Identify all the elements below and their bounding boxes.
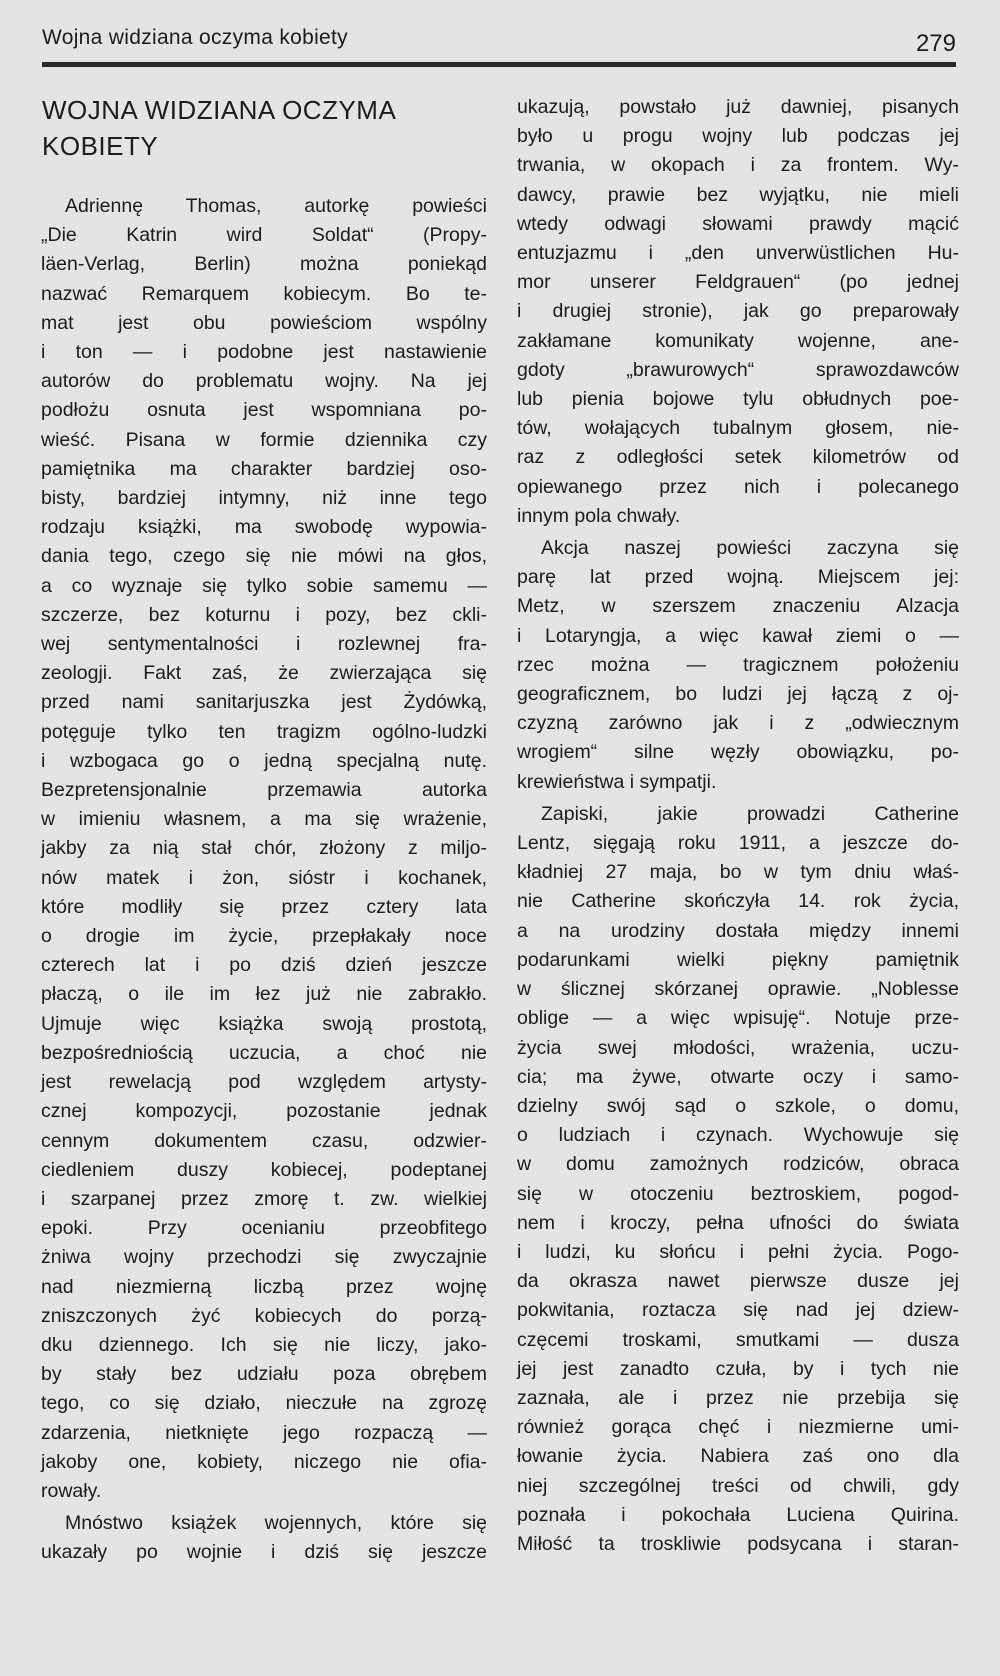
text-line: było u progu wojny lub podczas jej <box>517 125 959 148</box>
text-line: w domu zamożnych rodziców, obraca <box>517 1153 959 1176</box>
text-line: czterech lat i po dziś dzień jeszcze <box>41 954 487 977</box>
text-line: niej szczególnej treści od chwili, gdy <box>517 1474 959 1497</box>
paragraph <box>41 1509 487 1567</box>
text-line: dania tego, czego się nie mówi na głos, <box>41 545 487 568</box>
text-line: w imieniu własnem, a ma się wrażenie, <box>41 808 487 831</box>
text-line: entuzjazmu i „den unverwüstlichen Hu- <box>517 242 959 265</box>
text-line: cia; ma żywe, otwarte oczy i samo- <box>517 1065 959 1088</box>
running-title: Wojna widziana oczyma kobiety <box>42 26 348 49</box>
text-line: zniszczonych żyć kobiecych do porzą- <box>41 1304 487 1327</box>
text-line: wieść. Pisana w formie dziennika czy <box>41 428 487 451</box>
text-line: pokwitania, roztacza się nad jej dziew- <box>517 1299 959 1322</box>
text-line: mat jest obu powieściom wspólny <box>41 311 487 334</box>
text-line: dzielny swój sąd o szkole, o domu, <box>517 1094 959 1117</box>
text-line: rzec można — tragicznem położeniu <box>517 653 959 676</box>
text-line: również gorąca chęć i niezmierne umi- <box>517 1416 959 1439</box>
text-line: opiewanego przez nich i polecanego <box>517 475 959 498</box>
text-line: jest rewelacją pod względem artysty- <box>41 1071 487 1094</box>
right-column <box>517 93 959 1562</box>
header-rule <box>42 62 956 67</box>
text-line: zeologji. Fakt zaś, że zwierzająca się <box>41 662 487 685</box>
text-line: Zapiski, jakie prowadzi Catherine <box>541 802 959 825</box>
text-line: zakłamane komunikaty wojenne, ane- <box>517 329 959 352</box>
text-line: cennym dokumentem czasu, odzwier- <box>41 1129 487 1152</box>
text-line: kładniej 27 maja, bo w tym dniu właś- <box>517 861 959 884</box>
text-line: innym pola chwały. <box>517 504 681 527</box>
text-line: geograficznem, bo ludzi jej łączą z oj- <box>517 683 959 706</box>
text-line: gdoty „brawurowych“ sprawozdawców <box>517 358 959 381</box>
text-line: a na urodziny dostała między innemi <box>517 919 959 942</box>
text-line: wrogiem“ silne węzły obowiązku, po- <box>517 741 959 764</box>
text-line: o ludziach i czynach. Wychowuje się <box>517 1124 959 1147</box>
text-line: zdarzenia, nietknięte jego rozpaczą — <box>41 1421 487 1444</box>
paragraph <box>517 800 959 1559</box>
text-line: Adriennę Thomas, autorkę powieści <box>65 195 487 217</box>
text-line: Miłość ta troskliwie podsycana i staran- <box>517 1532 959 1555</box>
text-line: trwania, w okopach i za frontem. Wy- <box>517 154 959 177</box>
text-line: Lentz, sięgają roku 1911, a jeszcze do- <box>517 832 959 855</box>
text-line: które modliły się przez cztery lata <box>41 895 487 918</box>
text-line: parę lat przed wojną. Miejscem jej: <box>517 566 959 589</box>
text-line: „Die Katrin wird Soldat“ (Propy- <box>41 224 487 247</box>
text-line: i Lotaryngja, a więc kawał ziemi o — <box>517 624 959 647</box>
text-line: a co wyznaje się tylko sobie samemu — <box>41 574 487 597</box>
text-line: życia swej młodości, wrażenia, uczu- <box>517 1036 959 1059</box>
text-line: bisty, bardziej intymny, niż inne tego <box>41 487 487 510</box>
text-line: podłożu osnuta jest wspomniana po- <box>41 399 487 422</box>
text-line: przed nami sanitarjuszka jest Żydówką, <box>41 691 487 714</box>
text-line: jej jest zanadto czuła, by i tych nie <box>517 1357 959 1380</box>
text-line: i ton — i podobne jest nastawienie <box>41 341 487 364</box>
text-line: pamiętnika ma charakter bardziej oso- <box>41 457 487 480</box>
text-line: tego, co się działo, nieczułe na zgrozę <box>41 1392 487 1415</box>
text-line: rowały. <box>41 1479 102 1502</box>
text-line: Bezpretensjonalnie przemawia autorka <box>41 779 487 802</box>
text-line: w ślicznej skórzanej oprawie. „Noblesse <box>517 978 959 1001</box>
text-line: rodzaju książki, ma swobodę wypowia- <box>41 516 487 539</box>
text-line: Mnóstwo książek wojennych, które się <box>65 1512 487 1535</box>
paragraph <box>517 93 959 531</box>
text-line: da okrasza nawet pierwsze dusze jej <box>517 1270 959 1293</box>
text-line: się w otoczeniu beztroskiem, pogod- <box>517 1182 959 1205</box>
text-line: i ludzi, ku słońcu i pełni życia. Pogo- <box>517 1240 959 1263</box>
text-line: autorów do problematu wojny. Na jej <box>41 370 487 393</box>
text-line: Akcja naszej powieści zaczyna się <box>541 537 959 560</box>
text-line: mor unserer Feldgrauen“ (po jednej <box>517 271 959 294</box>
text-line: wtedy odwagi słowami prawdy mącić <box>517 212 959 235</box>
page-number: 279 <box>915 30 956 57</box>
paragraph <box>517 534 959 797</box>
text-line: nad niezmierną liczbą przez wojnę <box>41 1275 487 1298</box>
text-line: oblige — a więc wpisuję“. Notuje prze- <box>517 1007 959 1030</box>
text-line: płaczą, o ile im łez już nie zabrakło. <box>41 983 487 1006</box>
text-line: wej sentymentalności i rozlewnej fra- <box>41 633 487 656</box>
article-title <box>42 92 482 164</box>
text-line: Ujmuje więc książka swoją prostotą, <box>41 1012 487 1035</box>
text-line: i wzbogaca go o jedną specjalną nutę. <box>41 749 487 772</box>
article-title-line: WOJNA WIDZIANA OCZYMA <box>42 95 397 125</box>
text-line: nów matek i żon, sióstr i kochanek, <box>41 866 487 889</box>
text-line: Metz, w szerszem znaczeniu Alzacja <box>517 595 959 618</box>
text-line: raz z odległości setek kilometrów od <box>517 446 959 469</box>
left-column <box>41 192 487 1571</box>
text-line: dawcy, prawie bez wyjątku, nie mieli <box>517 183 959 206</box>
text-line: läen-Verlag, Berlin) można poniekąd <box>41 253 487 276</box>
text-line: i drugiej stronie), jak go preparowały <box>517 300 959 323</box>
text-line: jakby za nią stał chór, złożony z miljo- <box>41 837 487 860</box>
text-line: nem i kroczy, pełna ufności do świata <box>517 1211 959 1234</box>
text-line: epoki. Przy ocenianiu przeobfitego <box>41 1217 487 1240</box>
text-line: podarunkami wielki piękny pamiętnik <box>517 948 959 971</box>
text-line: cznej kompozycji, pozostanie jednak <box>41 1100 487 1123</box>
text-line: bezpośredniością uczucia, a choć nie <box>41 1041 487 1064</box>
article-title-line: KOBIETY <box>42 131 159 161</box>
text-line: czyzną zarówno jak i z „odwiecznym <box>517 712 959 735</box>
text-line: łowanie życia. Nabiera zaś ono dla <box>517 1445 959 1468</box>
text-line: by stały bez udziału poza obrębem <box>41 1363 487 1386</box>
text-line: częcemi troskami, smutkami — dusza <box>517 1328 959 1351</box>
text-line: szczerze, bez koturnu i pozy, bez ckli- <box>41 603 487 626</box>
text-line: dku dziennego. Ich się nie liczy, jako- <box>41 1333 487 1356</box>
text-line: jakoby one, kobiety, niczego nie ofia- <box>41 1450 487 1473</box>
paragraph <box>41 192 487 1506</box>
text-line: nazwać Remarquem kobiecym. Bo te- <box>41 282 487 305</box>
text-line: i szarpanej przez zmorę t. zw. wielkiej <box>41 1187 487 1210</box>
text-line: lub pienia bojowe tylu obłudnych poe- <box>517 388 959 411</box>
text-line: o drogie im życie, przepłakały noce <box>41 925 487 948</box>
text-line: ciedleniem duszy kobiecej, podeptanej <box>41 1158 487 1181</box>
text-line: ukazują, powstało już dawniej, pisanych <box>517 96 959 118</box>
text-line: krewieństwa i sympatji. <box>517 770 717 793</box>
text-line: potęguje tylko ten tragizm ogólno-ludzki <box>41 720 487 743</box>
text-line: tów, wołających tubalnym głosem, nie- <box>517 417 959 440</box>
text-line: ukazały po wojnie i dziś się jeszcze <box>41 1541 487 1564</box>
text-line: poznała i pokochała Luciena Quirina. <box>517 1503 959 1526</box>
text-line: nie Catherine skończyła 14. rok życia, <box>517 890 959 913</box>
text-line: żniwa wojny przechodzi się zwyczajnie <box>41 1246 487 1269</box>
text-line: zaznała, ale i przez nie przebija się <box>517 1386 959 1409</box>
